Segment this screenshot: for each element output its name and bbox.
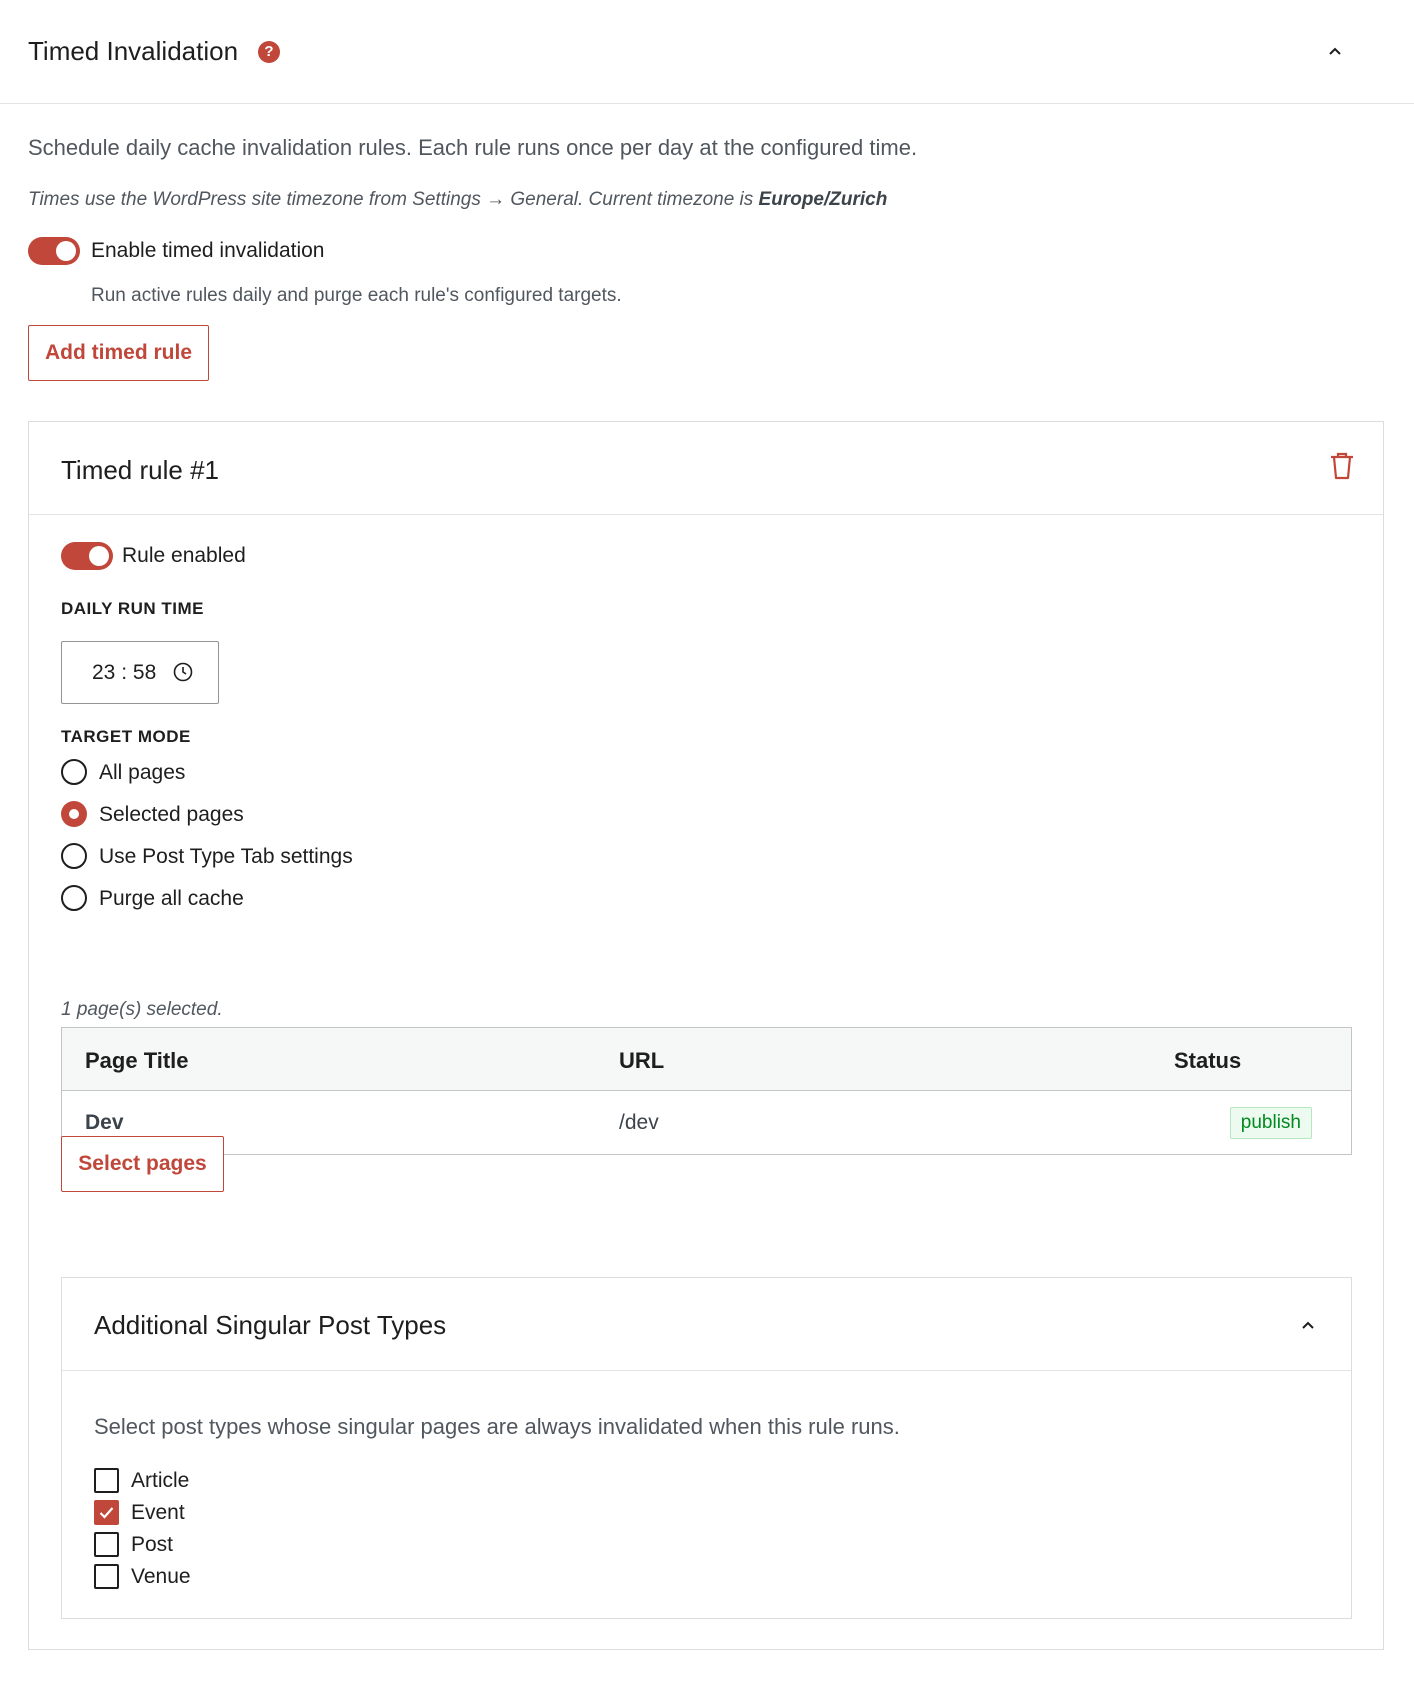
checkbox-label-article: Article [131, 1469, 190, 1492]
rule-title: Timed rule #1 [61, 455, 219, 485]
row-page-title: Dev [85, 1111, 124, 1134]
radio-purge-all[interactable] [61, 885, 87, 911]
chevron-up-icon[interactable] [1298, 1315, 1318, 1335]
section-description: Schedule daily cache invalidation rules. Each rule runs once per day at the configured time. [28, 135, 918, 160]
column-page-title: Page Title [85, 1048, 189, 1073]
column-url: URL [619, 1048, 665, 1073]
row-url: /dev [619, 1111, 659, 1134]
additional-post-types-header[interactable] [62, 1278, 1351, 1371]
radio-label-all-pages: All pages [99, 761, 186, 784]
enable-timed-invalidation-toggle[interactable] [28, 237, 80, 265]
add-timed-rule-button[interactable]: Add timed rule [28, 325, 209, 381]
checkbox-article[interactable] [94, 1468, 119, 1493]
checkbox-venue[interactable] [94, 1564, 119, 1589]
checkbox-post[interactable] [94, 1532, 119, 1557]
daily-run-time-label: DAILY RUN TIME [61, 599, 205, 618]
additional-post-types-panel [61, 1277, 1352, 1619]
selected-pages-table [61, 1027, 1352, 1155]
timezone-note [28, 189, 887, 211]
select-pages-button[interactable]: Select pages [61, 1136, 224, 1192]
time-minute[interactable]: 58 [132, 661, 157, 684]
page-title: Timed Invalidation [28, 36, 239, 66]
timed-rule-card [28, 421, 1384, 1650]
status-badge: publish [1230, 1107, 1312, 1139]
timezone-value: Europe/Zurich [758, 189, 888, 210]
trash-icon[interactable] [1329, 451, 1355, 481]
timed-invalidation-header[interactable] [0, 0, 1414, 104]
enable-timed-invalidation-label: Enable timed invalidation [91, 239, 325, 262]
toggle-knob [56, 241, 76, 261]
rule-enabled-toggle[interactable] [61, 542, 113, 570]
time-value [92, 661, 156, 685]
radio-label-post-type-tab: Use Post Type Tab settings [99, 845, 353, 868]
time-hour[interactable]: 23 [92, 661, 116, 684]
table-header [62, 1028, 1351, 1091]
checkbox-label-venue: Venue [131, 1565, 191, 1588]
checkbox-label-post: Post [131, 1533, 174, 1556]
radio-post-type-tab[interactable] [61, 843, 87, 869]
radio-label-purge-all: Purge all cache [99, 887, 244, 910]
toggle-knob [89, 546, 109, 566]
radio-label-selected-pages: Selected pages [99, 803, 244, 826]
rule-header [29, 422, 1383, 515]
radio-selected-pages[interactable] [61, 801, 87, 827]
daily-run-time-input[interactable] [61, 641, 219, 704]
time-separator: : [121, 661, 128, 684]
toggle-help-text: Run active rules daily and purge each rule's configured targets. [91, 285, 622, 306]
timezone-note-text: Times use the WordPress site timezone from Settings → General. Current timezone is [28, 189, 759, 210]
checkbox-label-event: Event [131, 1501, 185, 1524]
radio-all-pages[interactable] [61, 759, 87, 785]
target-mode-label: TARGET MODE [61, 727, 191, 746]
additional-post-types-title: Additional Singular Post Types [94, 1310, 447, 1340]
rule-enabled-label: Rule enabled [122, 544, 246, 567]
check-icon [97, 1503, 116, 1522]
help-icon[interactable]: ? [258, 41, 280, 63]
clock-icon[interactable] [172, 661, 194, 683]
selected-count: 1 page(s) selected. [61, 999, 223, 1020]
column-status: Status [1174, 1048, 1242, 1073]
chevron-up-icon[interactable] [1325, 41, 1345, 61]
checkbox-event[interactable] [94, 1500, 119, 1525]
additional-post-types-description: Select post types whose singular pages are always invalidated when this rule runs. [94, 1414, 900, 1439]
